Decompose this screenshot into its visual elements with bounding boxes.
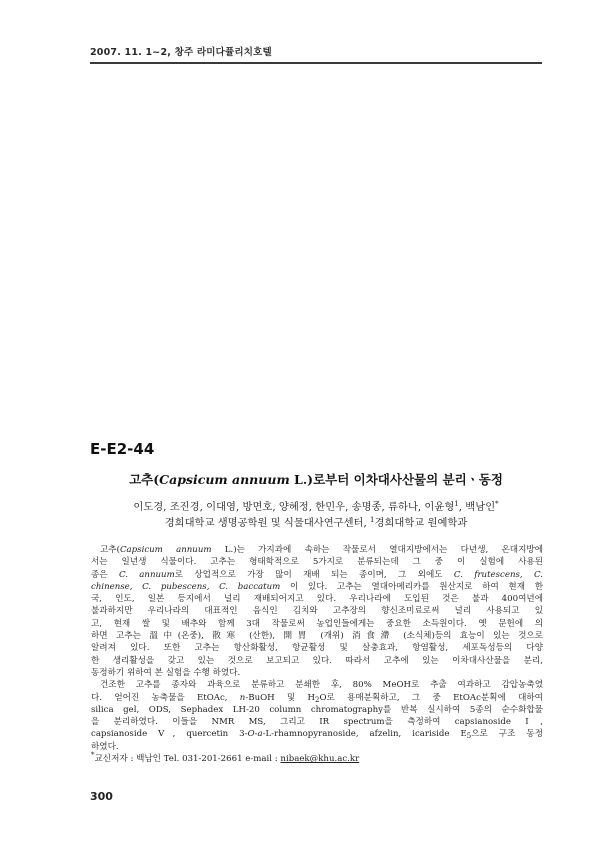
text-italic: O (247, 729, 255, 740)
affiliation-second: 경희대학교 원예학과 (374, 517, 468, 529)
text-italic: a (257, 729, 263, 740)
title-suffix: L.)로부터 이차대사산물의 분리ㆍ동정 (289, 472, 503, 487)
text-run: O로 용매분획하고, 그 중 EtOAc분획에 대하여 (319, 692, 543, 703)
abstract-line: 건조한 고추를 종자와 과육으로 분류하고 분쇄한 후, 80% MeOH로 추출 여과하고 감압농축였 (100, 680, 543, 691)
species-name: C. annuum (118, 569, 175, 580)
text-run: -BuOH 및 H (245, 692, 315, 703)
text-run: 다. 얻어진 농축물을 EtOAc, (91, 692, 240, 703)
affiliation-main: 경희대학교 생명공학원 및 식물대사연구센터, (164, 517, 371, 529)
affiliation-mark-2: 1 (370, 516, 375, 524)
affiliation (80, 515, 552, 531)
subscript: 2 (315, 695, 320, 704)
abstract-line (91, 544, 543, 556)
abstract-line: 하였다. (91, 741, 119, 752)
email-link[interactable]: nibaek@khu.ac.kr (280, 754, 360, 765)
abstract-line (91, 692, 543, 704)
text-run: 으로 구조 동정 (471, 729, 543, 740)
text-run: capsianoside Ⅴ, quercetin 3- (91, 729, 248, 740)
abstract-line: 동정하기 위하여 본 실험을 수행 하였다. (91, 667, 241, 678)
text-italic: n (239, 692, 246, 703)
species-name: Capsicum annuum (119, 545, 212, 555)
corresponding-mark: * (495, 500, 499, 508)
author-last: , 백남인 (458, 501, 496, 513)
text-run: 고추( (100, 545, 120, 555)
affiliation-mark: 1 (454, 500, 459, 508)
text-run: - (254, 729, 258, 740)
title-prefix: 고추( (129, 472, 160, 487)
text-run: 로 상업적으로 가장 많이 재배 되는 종이며, 그 외에도 (174, 569, 454, 580)
abstract-line: 국, 인도, 일본 등지에서 널리 재배되어지고 있다. 우리나라에 도입된 것은 불과 400여년에 (91, 594, 543, 605)
abstract-code: E-E2-44 (90, 440, 155, 458)
subscript: 5 (466, 732, 472, 741)
abstract-line: 을 분리하였다. 이들을 NMR MS, 그리고 IR spectrum을 측정하여 capsianoside Ⅰ, (91, 717, 543, 728)
author-list (80, 499, 552, 515)
abstract-line: 고, 현재 쌀 및 배추와 함께 3대 작물로써 농업인들에게는 중요한 소득원이다. 옛 문헌에 의 (91, 618, 543, 629)
corresponding-author-note (91, 753, 543, 765)
abstract-line: 하면 고추는 溫中(온중), 散寒 (산한), 開胃 (개위) 消食滯 (소식체)등의 효능이 있는 것으로 (91, 631, 543, 642)
author-names: 이도경, 조진경, 이대영, 방면호, 양혜정, 한민우, 송명종, 류하나, 이윤형 (133, 501, 455, 513)
species-name: chinense, C. pubescens, C. baccatum (91, 581, 281, 592)
text-run: -L-rhamnopyranoside, afzelin, icariside E (262, 729, 467, 740)
header-rule (90, 62, 542, 64)
corresponding-text: 교신저자 : 백남인 Tel. 031-201-2661 e-mail : (94, 754, 281, 765)
running-header: 2007. 11. 1~2, 창주 라미다퓰리치호텔 (90, 47, 272, 58)
abstract-line (91, 581, 543, 593)
paper-title (90, 470, 542, 488)
abstract-line: 불과하지만 우리나라의 대표적인 음식인 김치와 고추장의 향신조미료로써 널리 사용되고 있 (91, 606, 543, 617)
abstract-line (91, 569, 543, 581)
species-name: C. frutescens, C. (453, 569, 543, 580)
abstract-line: silica gel, ODS, Sephadex LH-20 column chromatography를 반복 실시하여 5종의 순수화합물 (91, 704, 543, 715)
corresponding-mark: * (91, 751, 95, 760)
text-run: 이 있다. 고추는 열대아메리카를 원산지로 하여 현재 한 (280, 581, 543, 592)
title-species: Capsicum annuum (159, 472, 290, 487)
abstract-body (91, 544, 543, 765)
abstract-line (91, 728, 543, 740)
text-run: 종은 (91, 569, 119, 580)
page-number: 300 (90, 790, 113, 803)
text-run: L.)는 가지과에 속하는 작물로서 열대지방에서는 다년생, 온대지방에 (211, 545, 543, 555)
abstract-line: 한 생리활성을 갖고 있는 것으로 보고되고 있다. 따라서 고추에 있는 이차대사산물을 분리, (91, 655, 543, 666)
abstract-line: 알려져 있다. 또한 고추는 항산화활성, 항균활성 및 살충효과, 항염활성, 세포독성등의 다양 (91, 643, 543, 654)
abstract-line: 서는 일년생 식물이다. 고추는 형태학적으로 5가지로 분류되는데 그 중 이 실험에 사용된 (91, 557, 543, 568)
